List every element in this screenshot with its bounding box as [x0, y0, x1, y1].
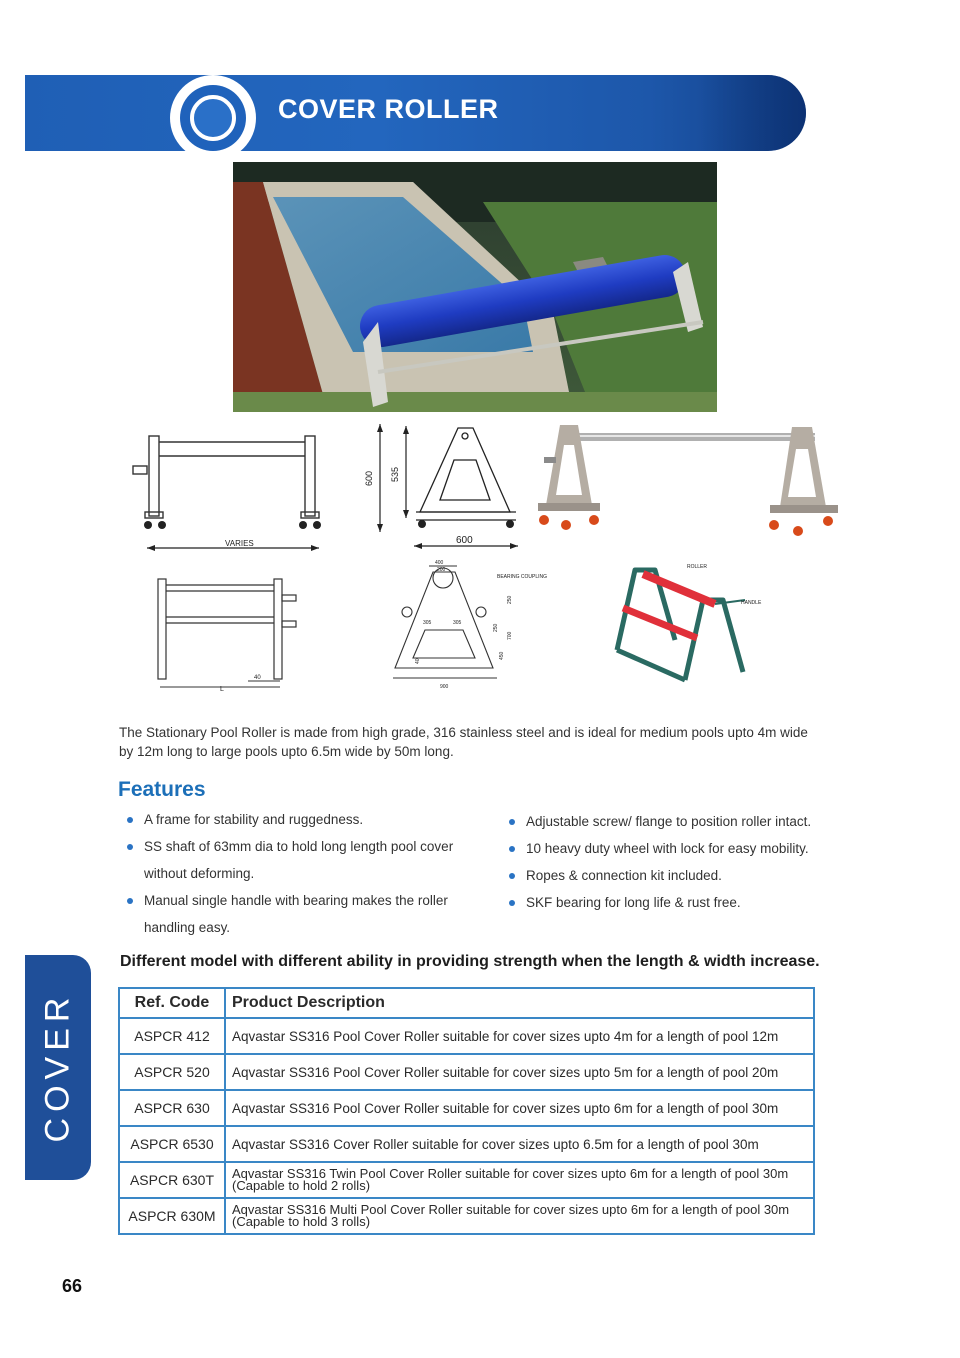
header-logo-core	[190, 95, 236, 141]
roller-render	[530, 425, 840, 540]
description-cell	[225, 1162, 814, 1198]
product-description: The Stationary Pool Roller is made from high grade, 316 stainless steel and is ideal for medium pools upto 4m wide by 12m long to large pools upto 6.5m wide by 50m long.	[119, 725, 808, 759]
table-row	[119, 1090, 814, 1126]
bullet-icon	[509, 873, 515, 879]
iso-view-drawing	[605, 560, 770, 695]
table-row	[119, 1054, 814, 1090]
description-text: Aqvastar SS316 Multi Pool Cover Roller suitable for cover sizes upto 6m for a length of pool 30m	[232, 1202, 790, 1217]
feature-item: Manual single handle with bearing makes the roller handling easy.	[122, 887, 482, 941]
description-cell: Aqvastar SS316 Pool Cover Roller suitable for cover sizes upto 5m for a length of pool 20m	[225, 1054, 814, 1090]
varies-label: VARIES	[225, 539, 254, 548]
description-cell: Aqvastar SS316 Pool Cover Roller suitable for cover sizes upto 4m for a length of pool 12m	[225, 1018, 814, 1054]
pool-roller-photo	[233, 162, 717, 412]
dim-305-right: 305	[453, 620, 462, 626]
description-text: Aqvastar SS316 Twin Pool Cover Roller suitable for cover sizes upto 6m for a length of pool 30m	[232, 1166, 789, 1181]
description-note: (Capable to hold 3 rolls)	[232, 1214, 371, 1229]
ref-code-cell: ASPCR 412	[119, 1018, 225, 1054]
features-heading: Features	[118, 778, 206, 801]
table-row	[119, 1162, 814, 1198]
dim-40-label: 40	[254, 675, 261, 681]
description-note: (Capable to hold 2 rolls)	[232, 1178, 371, 1193]
dim-200: 200	[437, 567, 446, 573]
models-heading: Different model with different ability in providing strength when the length & width increase.	[120, 953, 820, 970]
dim-600-vertical: 600	[364, 470, 374, 486]
dim-right-2: 700	[507, 631, 513, 640]
column-header-ref-code: Ref. Code	[119, 988, 225, 1018]
ref-code-cell: ASPCR 630T	[119, 1162, 225, 1198]
feature-item: Ropes & connection kit included.	[504, 862, 824, 889]
description-cell	[225, 1198, 814, 1234]
handle-label: HANDLE	[741, 600, 762, 606]
bullet-icon	[127, 844, 133, 850]
bullet-icon	[127, 817, 133, 823]
page-number: 66	[62, 1276, 83, 1296]
dim-right-3: 450	[499, 651, 505, 660]
table-row	[119, 1198, 814, 1234]
feature-item: 10 heavy duty wheel with lock for easy mobility.	[504, 835, 824, 862]
dim-900: 900	[440, 684, 449, 690]
dim-l-label: L	[220, 686, 224, 693]
section-side-tab-label: COVER	[38, 991, 77, 1143]
bearing-coupling-label: BEARING COUPLING	[497, 574, 548, 580]
dim-600-horizontal: 600	[456, 535, 473, 546]
models-table	[118, 987, 815, 1235]
roller-label: ROLLER	[687, 564, 708, 570]
features-list-right	[504, 808, 824, 916]
table-header-row	[119, 988, 814, 1018]
ref-code-cell: ASPCR 6530	[119, 1126, 225, 1162]
description-cell: Aqvastar SS316 Cover Roller suitable for cover sizes upto 6.5m for a length of pool 30m	[225, 1126, 814, 1162]
ref-code-cell: ASPCR 630	[119, 1090, 225, 1126]
header-banner-shade	[700, 75, 806, 151]
column-header-description: Product Description	[225, 988, 814, 1018]
dim-400: 400	[435, 560, 444, 566]
table-row	[119, 1018, 814, 1054]
dim-left: 40	[415, 658, 421, 664]
bullet-icon	[127, 898, 133, 904]
feature-item: A frame for stability and ruggedness.	[122, 806, 482, 833]
side-view-drawing	[125, 430, 335, 555]
feature-item: SS shaft of 63mm dia to hold long length pool cover without deforming.	[122, 833, 482, 887]
top-view-drawing	[150, 575, 315, 695]
features-list-left	[122, 806, 482, 941]
section-side-tab-text-wrap	[25, 955, 91, 1180]
feature-item: Adjustable screw/ flange to position roller intact.	[504, 808, 824, 835]
ref-code-cell: ASPCR 630M	[119, 1198, 225, 1234]
bullet-icon	[509, 819, 515, 825]
bullet-icon	[509, 900, 515, 906]
dim-305-left: 305	[423, 620, 432, 626]
ref-code-cell: ASPCR 520	[119, 1054, 225, 1090]
bullet-icon	[509, 846, 515, 852]
page-title: COVER ROLLER	[278, 94, 499, 124]
dim-535-vertical: 535	[390, 466, 400, 482]
description-cell: Aqvastar SS316 Pool Cover Roller suitable for cover sizes upto 6m for a length of pool 30m	[225, 1090, 814, 1126]
detail-end-drawing	[385, 560, 555, 695]
feature-item: SKF bearing for long life & rust free.	[504, 889, 824, 916]
table-row	[119, 1126, 814, 1162]
dim-250: 250	[493, 623, 499, 632]
end-view-drawing	[358, 420, 528, 555]
dim-right-1: 250	[507, 595, 513, 604]
